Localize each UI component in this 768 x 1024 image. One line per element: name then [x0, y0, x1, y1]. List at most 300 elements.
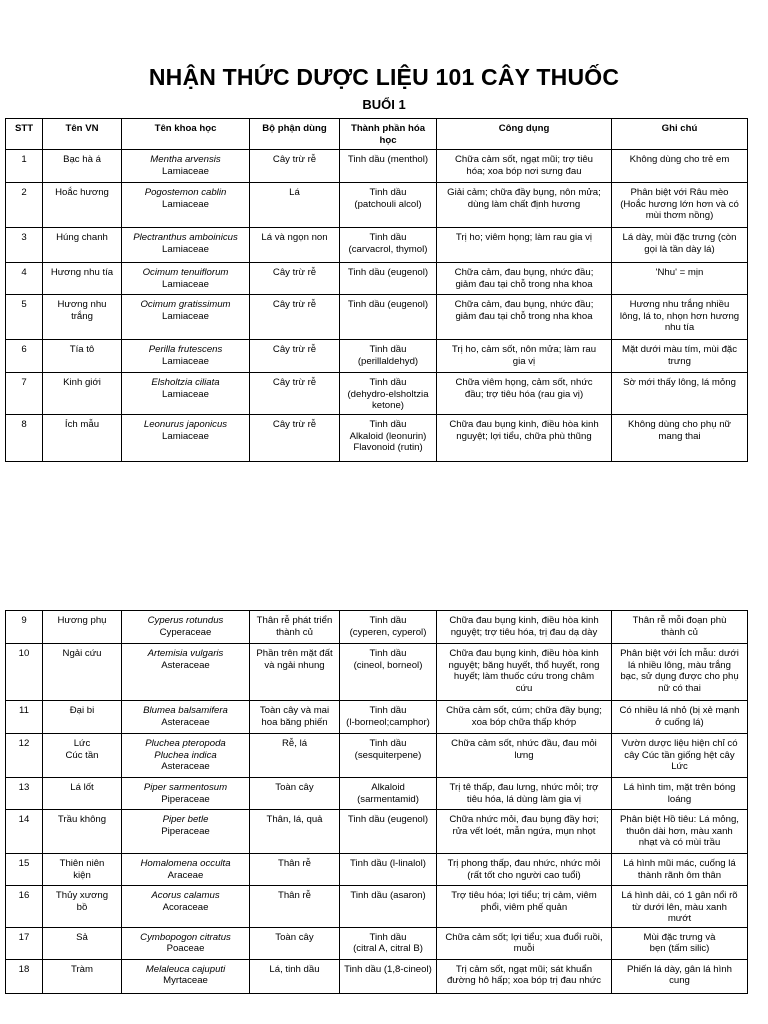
cong-dung-cell — [437, 886, 612, 928]
ten-khoa-hoc-cell — [122, 778, 250, 810]
scientific-name: Ocimum gratissimum — [140, 299, 231, 310]
bo-phan-dung-line: Lá — [289, 187, 300, 198]
thanh-phan-line: Alkaloid — [371, 782, 405, 793]
family-name: Cyperaceae — [159, 626, 212, 638]
ten-vn-line: Ngải cứu — [62, 648, 102, 659]
ghi-chu-cell — [612, 228, 748, 263]
ghi-chu-line: bẹn (tấm silic) — [649, 943, 710, 955]
table-row — [6, 295, 748, 340]
thanh-phan-line: Tinh dầu (eugenol) — [347, 299, 429, 310]
ten-vn-cell — [43, 886, 122, 928]
table-row — [6, 183, 748, 228]
ghi-chu-line: Vườn dược liệu hiện chỉ có — [621, 738, 738, 749]
table-header-row — [6, 119, 748, 150]
bo-phan-dung-cell — [250, 150, 340, 183]
thanh-phan-line: ketone) — [372, 400, 404, 412]
thanh-phan-line: Tinh dầu — [369, 705, 407, 716]
ghi-chu-line: lá nhiều lông, màu trắng — [628, 659, 731, 671]
ten-khoa-hoc-cell — [122, 810, 250, 854]
scientific-name: Mentha arvensis — [150, 154, 221, 165]
stt-cell: 1 — [6, 150, 43, 183]
table-row — [6, 854, 748, 886]
ten-vn-cell — [43, 183, 122, 228]
thanh-phan-line: Tinh dầu — [369, 344, 407, 355]
family-name: Poaceae — [166, 943, 205, 955]
ten-vn-line: Trầu không — [57, 814, 107, 825]
thanh-phan-cell — [340, 959, 437, 993]
ghi-chu-cell — [612, 778, 748, 810]
cong-dung-line: Giải cảm; chữa đầy bụng, nôn mửa; — [447, 187, 601, 198]
bo-phan-dung-cell — [250, 778, 340, 810]
bo-phan-dung-cell — [250, 373, 340, 415]
table-row — [6, 886, 748, 928]
ten-khoa-hoc-cell — [122, 644, 250, 701]
cong-dung-line: (rất tốt cho người cao tuổi) — [467, 869, 581, 881]
bo-phan-dung-cell — [250, 644, 340, 701]
cong-dung-line: Trị phong thấp, đau nhức, nhức mỏi — [447, 858, 601, 869]
ten-khoa-hoc-cell — [122, 263, 250, 295]
ghi-chu-line: Phiến lá dày, gân lá hình — [627, 963, 732, 975]
thanh-phan-cell — [340, 295, 437, 340]
cong-dung-cell — [437, 415, 612, 462]
bo-phan-dung-line: Cây trừ rễ — [272, 344, 317, 355]
ten-vn-cell — [43, 611, 122, 644]
scientific-name: Blumea balsamifera — [143, 705, 228, 716]
family-name: Lamiaceae — [162, 278, 209, 290]
bo-phan-dung-cell — [250, 959, 340, 993]
ghi-chu-line: Phân biệt với Râu mèo — [630, 187, 729, 198]
bo-phan-dung-line: Lá và ngọn non — [261, 232, 328, 243]
thanh-phan-line: Tinh dầu — [369, 648, 407, 659]
ghi-chu-cell — [612, 183, 748, 228]
cong-dung-cell — [437, 340, 612, 373]
header-ten-khoa-hoc: Tên khoa học — [122, 119, 250, 150]
ten-khoa-hoc-cell — [122, 228, 250, 263]
cong-dung-line: Chữa viêm họng, cảm sốt, nhức — [455, 377, 593, 388]
cong-dung-line: Chữa cảm sốt, ngạt mũi; trợ tiêu — [454, 154, 594, 165]
header-stt: STT — [6, 119, 43, 150]
thanh-phan-cell — [340, 810, 437, 854]
ghi-chu-cell — [612, 644, 748, 701]
thanh-phan-cell — [340, 734, 437, 778]
scientific-name: Artemisia vulgaris — [147, 648, 224, 659]
bo-phan-dung-line: Thân rễ — [277, 858, 312, 869]
scientific-name: Melaleuca cajuputi — [145, 963, 226, 975]
ghi-chu-cell — [612, 959, 748, 993]
bo-phan-dung-line: Cây trừ rễ — [272, 419, 317, 430]
bo-phan-dung-line: Cây trừ rễ — [272, 154, 317, 165]
stt-cell: 6 — [6, 340, 43, 373]
thanh-phan-line: (carvacrol, thymol) — [348, 243, 428, 255]
bo-phan-dung-cell — [250, 886, 340, 928]
ten-vn-cell — [43, 150, 122, 183]
thanh-phan-cell — [340, 415, 437, 462]
scientific-name: Cyperus rotundus — [147, 615, 224, 626]
cong-dung-cell — [437, 778, 612, 810]
thanh-phan-line: Alkaloid (leonurin) — [349, 430, 427, 442]
cong-dung-line: nguyệt; lợi tiểu, chữa phù thũng — [456, 430, 592, 442]
header-ghi-chu: Ghi chú — [612, 119, 748, 150]
ten-vn-line: Kinh giới — [63, 377, 101, 388]
ten-khoa-hoc-cell — [122, 734, 250, 778]
bo-phan-dung-line: Cây trừ rễ — [272, 299, 317, 310]
cong-dung-cell — [437, 734, 612, 778]
scientific-name: Cymbopogon citratus — [140, 931, 231, 943]
stt-cell: 16 — [6, 886, 43, 928]
ghi-chu-line: Không dùng cho trẻ em — [629, 154, 730, 165]
thanh-phan-line: Flavonoid (rutin) — [353, 442, 423, 454]
table-row — [6, 959, 748, 993]
family-name: Asteraceae — [161, 659, 210, 671]
family-name: Piperaceae — [161, 825, 210, 837]
ghi-chu-line: Không dùng cho phụ nữ — [628, 419, 731, 430]
ten-vn-cell — [43, 263, 122, 295]
scientific-name: Leonurus japonicus — [143, 419, 228, 430]
family-name: Asteraceae — [161, 716, 210, 728]
ten-vn-line: Hương phụ — [57, 615, 107, 626]
bo-phan-dung-line: thành củ — [276, 626, 313, 638]
stt-cell: 17 — [6, 927, 43, 959]
cong-dung-line: cứu — [515, 682, 533, 694]
ghi-chu-line: (Hoắc hương lớn hơn và có — [620, 198, 739, 210]
scientific-name: Pogostemon cablin — [144, 187, 227, 198]
ghi-chu-cell — [612, 927, 748, 959]
bo-phan-dung-line: Thân, lá, quả — [266, 814, 323, 825]
ghi-chu-line: Hương nhu trắng nhiều — [629, 299, 730, 310]
ten-khoa-hoc-cell — [122, 373, 250, 415]
cong-dung-line: xoa bóp chữa thấp khớp — [471, 716, 577, 728]
stt-cell: 4 — [6, 263, 43, 295]
stt-cell: 18 — [6, 959, 43, 993]
table-row — [6, 778, 748, 810]
ghi-chu-cell — [612, 701, 748, 734]
cong-dung-cell — [437, 183, 612, 228]
ten-vn-cell — [43, 228, 122, 263]
cong-dung-line: gia vị — [512, 355, 536, 367]
cong-dung-line: rửa vết loét, mẫn ngứa, mụn nhọt — [452, 825, 596, 837]
bo-phan-dung-cell — [250, 611, 340, 644]
cong-dung-line: phổi, viêm phế quản — [480, 901, 568, 913]
ghi-chu-line: Có nhiều lá nhỏ (bị xẻ mạnh — [619, 705, 740, 716]
cong-dung-cell — [437, 150, 612, 183]
thanh-phan-cell — [340, 263, 437, 295]
scientific-name: Piper sarmentosum — [143, 782, 228, 793]
ten-vn-line: Thủy xương — [55, 890, 109, 901]
thanh-phan-cell — [340, 927, 437, 959]
bo-phan-dung-line: Toàn cây và mai — [259, 705, 330, 716]
cong-dung-line: hóa; xoa bóp nơi sưng đau — [466, 165, 582, 177]
cong-dung-line: Chữa đau bụng kinh, điều hòa kinh — [449, 419, 599, 430]
ghi-chu-line: ở cuống lá) — [655, 716, 704, 728]
cong-dung-line: đường hô hấp; xoa bóp trị đau nhức — [446, 975, 602, 987]
ten-vn-cell — [43, 778, 122, 810]
bo-phan-dung-line: Lá, tinh dầu — [269, 963, 320, 975]
thanh-phan-cell — [340, 854, 437, 886]
ghi-chu-line: mang thai — [658, 430, 701, 442]
thanh-phan-line: Tinh dầu (menthol) — [347, 154, 429, 165]
table-row — [6, 373, 748, 415]
thanh-phan-line: (l-borneol;camphor) — [346, 716, 430, 728]
bo-phan-dung-cell — [250, 415, 340, 462]
cong-dung-cell — [437, 927, 612, 959]
bo-phan-dung-cell — [250, 854, 340, 886]
scientific-name: Piper betle — [162, 814, 209, 825]
ghi-chu-line: Thân rễ mỗi đoạn phù — [632, 615, 727, 626]
cong-dung-line: Chữa cảm, đau bụng, nhức đầu; — [454, 299, 594, 310]
ten-vn-cell — [43, 373, 122, 415]
table-row — [6, 810, 748, 854]
scientific-name: Homalomena occulta — [140, 858, 231, 869]
stt-cell: 7 — [6, 373, 43, 415]
scientific-name: Pluchea pteropoda — [145, 738, 226, 749]
ghi-chu-cell — [612, 415, 748, 462]
ghi-chu-line: gọi là tần dày lá) — [644, 243, 715, 255]
table-row — [6, 701, 748, 734]
cong-dung-line: Chữa nhức mỏi, đau bụng đầy hơi; — [449, 814, 599, 825]
scientific-name: Ocimum tenuiflorum — [142, 267, 229, 278]
thanh-phan-line: (citral A, citral B) — [353, 943, 423, 955]
scientific-name: Perilla frutescens — [148, 344, 223, 355]
ghi-chu-line: Lá dày, mùi đặc trưng (còn — [622, 232, 737, 243]
ghi-chu-line: Lá hình mũi mác, cuống lá — [623, 858, 736, 869]
ten-vn-cell — [43, 810, 122, 854]
ghi-chu-line: Sờ mới thấy lông, lá mỏng — [623, 377, 736, 388]
thanh-phan-line: Tinh dầu — [369, 615, 407, 626]
bo-phan-dung-line: Cây trừ rễ — [272, 377, 317, 388]
thanh-phan-line: (sesquiterpene) — [354, 749, 422, 761]
stt-cell: 8 — [6, 415, 43, 462]
thanh-phan-cell — [340, 228, 437, 263]
cong-dung-line: nguyệt; băng huyết, thổ huyết, rong — [448, 659, 600, 671]
family-name: Acoraceae — [162, 901, 209, 913]
header-cong-dung: Công dụng — [437, 119, 612, 150]
ghi-chu-line: Lức — [671, 761, 688, 773]
family-name: Lamiaceae — [162, 355, 209, 367]
ten-khoa-hoc-cell — [122, 886, 250, 928]
ten-vn-cell — [43, 644, 122, 701]
ten-vn-line: Ích mẫu — [64, 419, 100, 430]
thanh-phan-cell — [340, 340, 437, 373]
ghi-chu-cell — [612, 854, 748, 886]
stt-cell: 5 — [6, 295, 43, 340]
cong-dung-line: dùng làm chất định hương — [467, 198, 581, 210]
ten-khoa-hoc-cell — [122, 150, 250, 183]
table-row — [6, 644, 748, 701]
ghi-chu-line: nhu tía — [664, 322, 695, 334]
thanh-phan-line: Tinh dầu (1,8-cineol) — [344, 963, 432, 975]
ten-vn-line: kiện — [73, 869, 91, 881]
ghi-chu-line: nữ có thai — [658, 682, 701, 694]
scientific-name: Plectranthus amboinicus — [133, 232, 238, 243]
thanh-phan-line: Tinh dầu — [369, 738, 407, 749]
bo-phan-dung-cell — [250, 810, 340, 854]
ten-vn-cell — [43, 734, 122, 778]
bo-phan-dung-line: Rễ, lá — [281, 738, 308, 749]
thanh-phan-line: Tinh dầu — [369, 419, 407, 430]
page-subtitle: BUỔI 1 — [362, 97, 406, 112]
bo-phan-dung-cell — [250, 927, 340, 959]
thanh-phan-cell — [340, 183, 437, 228]
stt-cell: 13 — [6, 778, 43, 810]
ghi-chu-line: Lá hình tim, mặt trên bóng — [623, 782, 736, 793]
ten-vn-line: Hương nhu tía — [50, 267, 114, 278]
ten-vn-cell — [43, 959, 122, 993]
ten-vn-cell — [43, 701, 122, 734]
ten-vn-line: Tía tô — [69, 344, 95, 355]
thanh-phan-line: Tinh dầu (asaron) — [350, 890, 426, 901]
cong-dung-line: đầu; trợ tiêu hóa (rau gia vị) — [464, 388, 584, 400]
cong-dung-cell — [437, 644, 612, 701]
ghi-chu-line: mướt — [667, 913, 692, 925]
ten-vn-line: Sả — [76, 931, 88, 943]
header-ten-vn: Tên VN — [43, 119, 122, 150]
ghi-chu-line: Phân biệt với Ích mẫu: dưới — [620, 648, 739, 659]
ghi-chu-line: Lá hình dải, có 1 gân nổi rõ — [621, 890, 738, 901]
thanh-phan-line: Tinh dầu — [369, 187, 407, 198]
thanh-phan-line: Tinh dầu — [369, 931, 407, 943]
ten-vn-line: Húng chanh — [56, 232, 108, 243]
scientific-name: Elsholtzia ciliata — [151, 377, 220, 388]
cong-dung-cell — [437, 810, 612, 854]
ten-vn-line: Đại bi — [69, 705, 95, 716]
cong-dung-line: Trị tê thấp, đau lưng, nhức mỏi; trợ — [449, 782, 599, 793]
ghi-chu-line: 'Nhu' = mịn — [655, 267, 704, 278]
ten-vn-line: Cúc tần — [65, 749, 99, 761]
family-name: Lamiaceae — [162, 198, 209, 210]
family-name: Araceae — [167, 869, 204, 881]
ghi-chu-line: thuôn dài hơn, màu xanh — [626, 825, 733, 837]
ghi-chu-line: cung — [669, 975, 690, 987]
ten-vn-line: bồ — [76, 901, 88, 913]
ghi-chu-line: nhạt và có mùi trầu — [638, 837, 721, 849]
thanh-phan-line: (dehydro-elsholtzia — [347, 388, 429, 400]
ten-vn-line: trắng — [71, 310, 93, 322]
ten-khoa-hoc-cell — [122, 927, 250, 959]
table-row — [6, 611, 748, 644]
ghi-chu-cell — [612, 373, 748, 415]
ten-vn-line: Lá lốt — [70, 782, 94, 793]
ten-khoa-hoc-cell — [122, 701, 250, 734]
bo-phan-dung-line: Phần trên mặt đất — [256, 648, 333, 659]
stt-cell: 10 — [6, 644, 43, 701]
cong-dung-line: Chữa cảm sốt; lợi tiểu; xua đuổi ruồi, — [445, 931, 603, 943]
ten-vn-line: Lức — [73, 738, 91, 749]
ten-khoa-hoc-cell — [122, 415, 250, 462]
ghi-chu-cell — [612, 263, 748, 295]
thanh-phan-line: (cyperen, cyperol) — [349, 626, 427, 638]
thanh-phan-line: Tinh dầu — [369, 232, 407, 243]
thanh-phan-line: (sarmentamid) — [357, 793, 419, 805]
bo-phan-dung-cell — [250, 734, 340, 778]
bo-phan-dung-cell — [250, 183, 340, 228]
ghi-chu-line: cây Cúc tần giống hệt cây — [624, 749, 735, 761]
ghi-chu-cell — [612, 295, 748, 340]
cong-dung-line: Chữa cảm sốt, nhức đầu, đau mỏi — [451, 738, 597, 749]
ten-vn-line: Tràm — [70, 963, 94, 975]
thanh-phan-cell — [340, 886, 437, 928]
ghi-chu-cell — [612, 340, 748, 373]
thanh-phan-cell — [340, 150, 437, 183]
ghi-chu-line: thành củ — [661, 626, 698, 638]
cong-dung-line: Trị cảm sốt, ngạt mũi; sát khuẩn — [455, 963, 593, 975]
herb-table-part-2 — [5, 610, 748, 994]
bo-phan-dung-line: hoa băng phiến — [261, 716, 328, 728]
thanh-phan-line: Tinh dầu — [369, 377, 407, 388]
cong-dung-cell — [437, 854, 612, 886]
family-name: Piperaceae — [161, 793, 210, 805]
ghi-chu-line: trưng — [668, 355, 691, 367]
table-row — [6, 263, 748, 295]
bo-phan-dung-cell — [250, 228, 340, 263]
scientific-name: Pluchea indica — [154, 749, 217, 761]
stt-cell: 15 — [6, 854, 43, 886]
thanh-phan-cell — [340, 373, 437, 415]
ten-khoa-hoc-cell — [122, 295, 250, 340]
ten-vn-line: Hương nhu — [57, 299, 107, 310]
thanh-phan-line: (patchouli alcol) — [354, 198, 422, 210]
cong-dung-line: Chữa cảm, đau bụng, nhức đầu; — [454, 267, 594, 278]
bo-phan-dung-line: Cây trừ rễ — [272, 267, 317, 278]
cong-dung-cell — [437, 373, 612, 415]
ghi-chu-line: Phân biệt Hồ tiêu: Lá mỏng, — [620, 814, 739, 825]
ten-vn-cell — [43, 854, 122, 886]
family-name: Lamiaceae — [162, 430, 209, 442]
ghi-chu-cell — [612, 734, 748, 778]
ten-khoa-hoc-cell — [122, 340, 250, 373]
herb-table-part-1 — [5, 118, 748, 462]
thanh-phan-line: (perillaldehyd) — [357, 355, 419, 367]
ten-khoa-hoc-cell — [122, 959, 250, 993]
table-row — [6, 734, 748, 778]
bo-phan-dung-cell — [250, 263, 340, 295]
cong-dung-line: Trị ho; viêm họng; làm rau gia vị — [455, 232, 593, 243]
stt-cell: 12 — [6, 734, 43, 778]
bo-phan-dung-cell — [250, 340, 340, 373]
ghi-chu-cell — [612, 810, 748, 854]
ghi-chu-line: Mặt dưới màu tím, mùi đặc — [621, 344, 738, 355]
table-row — [6, 927, 748, 959]
family-name: Lamiaceae — [162, 165, 209, 177]
bo-phan-dung-cell — [250, 295, 340, 340]
cong-dung-line: Chữa đau bụng kinh, điều hòa kinh — [449, 615, 599, 626]
family-name: Lamiaceae — [162, 243, 209, 255]
thanh-phan-cell — [340, 701, 437, 734]
cong-dung-line: huyết; làm thuốc cứu trong châm — [453, 671, 595, 683]
header-bo-phan-dung: Bộ phận dùng — [250, 119, 340, 150]
bo-phan-dung-line: Thân rễ phát triển — [256, 615, 333, 626]
cong-dung-line: giảm đau tại chỗ trong nha khoa — [455, 310, 593, 322]
ghi-chu-cell — [612, 150, 748, 183]
family-name: Lamiaceae — [162, 310, 209, 322]
ghi-chu-line: Mùi đặc trưng và — [643, 931, 716, 943]
ten-khoa-hoc-cell — [122, 611, 250, 644]
cong-dung-line: Trị ho, cảm sốt, nôn mửa; làm rau — [451, 344, 597, 355]
cong-dung-cell — [437, 959, 612, 993]
thanh-phan-line: Tinh dầu (eugenol) — [347, 814, 429, 825]
thanh-phan-line: (cineol, borneol) — [353, 659, 423, 671]
ghi-chu-line: mùi thơm nồng) — [645, 210, 714, 222]
cong-dung-line: muỗi — [513, 943, 535, 955]
cong-dung-cell — [437, 228, 612, 263]
bo-phan-dung-cell — [250, 701, 340, 734]
stt-cell: 9 — [6, 611, 43, 644]
thanh-phan-cell — [340, 644, 437, 701]
family-name: Asteraceae — [161, 761, 210, 773]
cong-dung-cell — [437, 295, 612, 340]
ghi-chu-line: từ dưới lên, màu xanh — [632, 901, 727, 913]
family-name: Lamiaceae — [162, 388, 209, 400]
cong-dung-line: Chữa cảm sốt, cúm; chữa đầy bụng; — [446, 705, 602, 716]
